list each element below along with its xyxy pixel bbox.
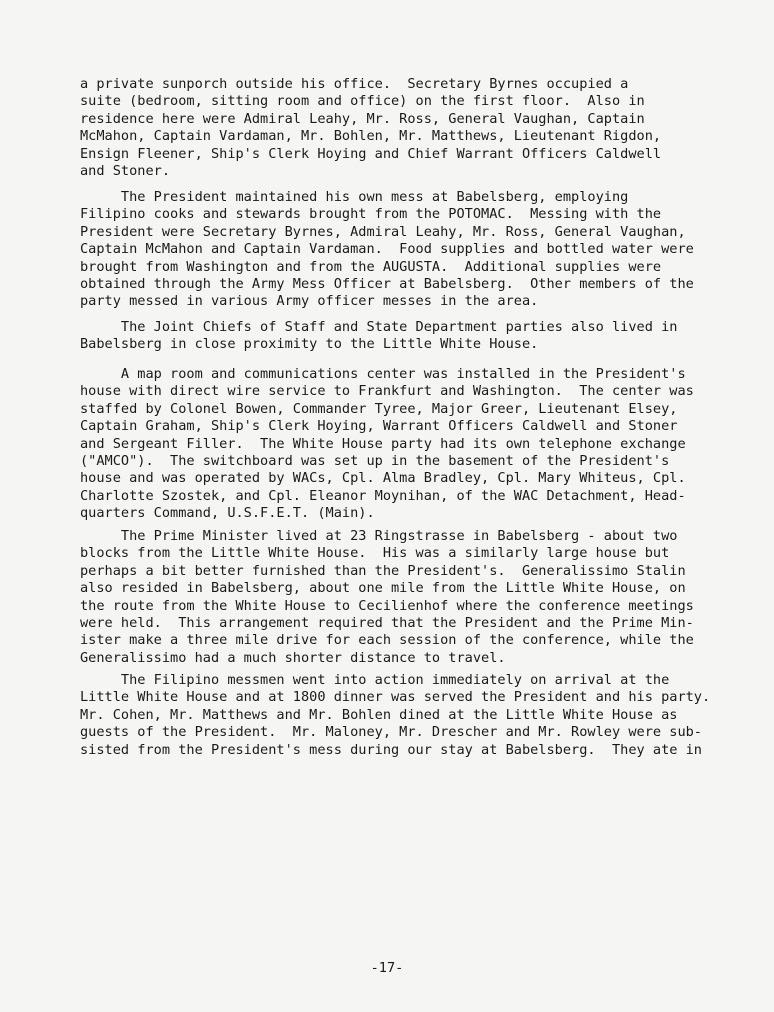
text-line: Charlotte Szostek, and Cpl. Eleanor Moynihan, of the WAC Detachment, Head- [80, 487, 686, 504]
text-line: Babelsberg in close proximity to the Little White House. [80, 336, 539, 353]
text-line: staffed by Colonel Bowen, Commander Tyree, Major Greer, Lieutenant Elsey, [80, 400, 678, 417]
text-line: Mr. Cohen, Mr. Matthews and Mr. Bohlen dined at the Little White House as [80, 706, 678, 723]
text-line: obtained through the Army Mess Officer at Babelsberg. Other members of the [80, 275, 694, 292]
text-line: ("AMCO"). The switchboard was set up in the basement of the President's [80, 452, 670, 469]
text-line: house and was operated by WACs, Cpl. Alma Bradley, Cpl. Mary Whiteus, Cpl. [80, 470, 686, 487]
text-line: Captain McMahon and Captain Vardaman. Food supplies and bottled water were [80, 241, 694, 258]
text-line: Filipino cooks and stewards brought from the POTOMAC. Messing with the [80, 206, 662, 223]
text-line: ister make a three mile drive for each session of the conference, while the [80, 632, 694, 649]
text-line: The Prime Minister lived at 23 Ringstrasse in Babelsberg - about two [80, 528, 678, 544]
text-line: The Filipino messmen went into action immediately on arrival at the [80, 672, 670, 688]
text-line: quarters Command, U.S.F.E.T. (Main). [80, 505, 375, 522]
paragraph-5 [80, 528, 694, 667]
text-line: brought from Washington and from the AUGUSTA. Additional supplies were [80, 258, 662, 275]
paragraph-6 [80, 672, 711, 759]
text-line: sisted from the President's mess during our stay at Babelsberg. They ate in [80, 741, 702, 758]
text-line: residence here were Admiral Leahy, Mr. Ross, General Vaughan, Captain [80, 110, 645, 127]
text-line: The President maintained his own mess at Babelsberg, employing [80, 189, 629, 205]
text-line: Captain Graham, Ship's Clerk Hoying, Warrant Officers Caldwell and Stoner [80, 418, 678, 435]
text-line: McMahon, Captain Vardaman, Mr. Bohlen, Mr. Matthews, Lieutenant Rigdon, [80, 128, 662, 145]
page-number: -17- [370, 960, 404, 976]
paragraph-4 [80, 366, 694, 523]
text-line: blocks from the Little White House. His was a similarly large house but [80, 545, 670, 562]
text-line: the route from the White House to Cecilienhof where the conference meetings [80, 597, 694, 614]
paragraph-2 [80, 189, 694, 311]
text-line: and Stoner. [80, 162, 171, 179]
text-line: guests of the President. Mr. Maloney, Mr. Drescher and Mr. Rowley were sub- [80, 724, 702, 741]
text-line: party messed in various Army officer messes in the area. [80, 293, 539, 310]
text-line: Generalissimo had a much shorter distance to travel. [80, 649, 506, 666]
text-line: perhaps a bit better furnished than the President's. Generalissimo Stalin [80, 562, 686, 579]
text-line: were held. This arrangement required that the President and the Prime Min- [80, 614, 694, 631]
text-line: and Sergeant Filler. The White House party had its own telephone exchange [80, 435, 686, 452]
text-line: A map room and communications center was installed in the President's [80, 366, 686, 382]
text-line: Little White House and at 1800 dinner was served the President and his party. [80, 689, 711, 706]
text-line: President were Secretary Byrnes, Admiral Leahy, Mr. Ross, General Vaughan, [80, 223, 686, 240]
text-line: also resided in Babelsberg, about one mile from the Little White House, on [80, 580, 686, 597]
text-line: suite (bedroom, sitting room and office) on the first floor. Also in [80, 93, 645, 110]
paragraph-1 [80, 76, 690, 180]
text-line: a private sunporch outside his office. Secretary Byrnes occupied a [80, 76, 629, 92]
text-line: Ensign Fleener, Ship's Clerk Hoying and Chief Warrant Officers Caldwell [80, 145, 662, 162]
text-line: The Joint Chiefs of Staff and State Department parties also lived in [80, 319, 678, 335]
paragraph-3 [80, 319, 690, 354]
text-line: house with direct wire service to Frankfurt and Washington. The center was [80, 383, 694, 400]
